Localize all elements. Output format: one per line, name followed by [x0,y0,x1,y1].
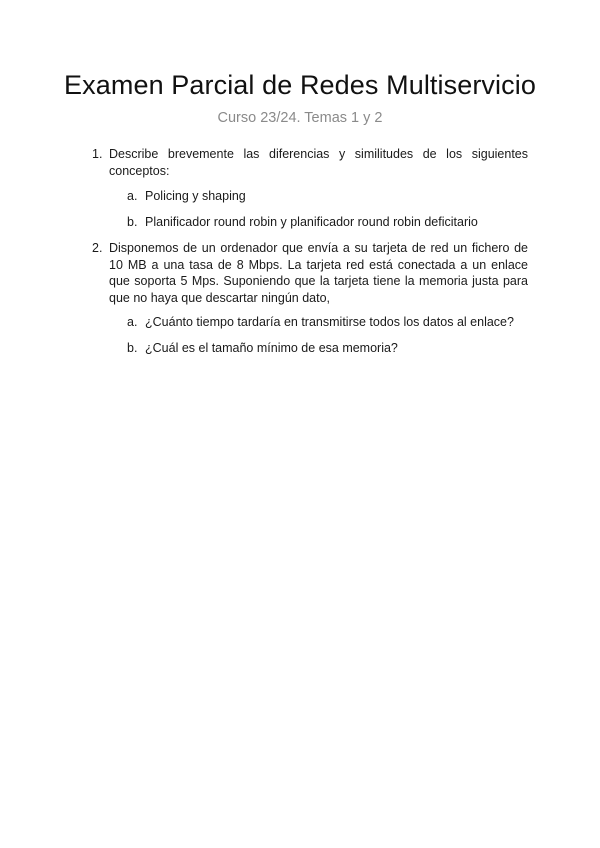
item-text: Policing y shaping [145,189,246,203]
page-subtitle: Curso 23/24. Temas 1 y 2 [217,110,383,126]
question-text: Disponemos de un ordenador que envía a su tarjeta de red un fichero de 10 MB a una tasa de 8 Mbps. La tarjeta red está conectada a un enlace que soporta 5 Mps. Suponiendo que la tarjeta tiene la memoria justa para que no haya que descartar ningún dato, [109,241,528,305]
question-text: Describe brevemente las diferencias y similitudes de los siguientes conceptos: [109,147,528,178]
item-label: b. [127,215,138,229]
item-text: Planificador round robin y planificador round robin deficitario [145,215,478,229]
question-number: 2. [92,241,103,255]
item-text: ¿Cuánto tiempo tardaría en transmitirse todos los datos al enlace? [145,315,514,329]
item-label: b. [127,341,138,355]
item-label: a. [127,315,138,329]
question-number: 1. [92,147,103,161]
item-label: a. [127,189,138,203]
item-text: ¿Cuál es el tamaño mínimo de esa memoria? [145,341,398,355]
page-title: Examen Parcial de Redes Multiservicio [64,70,536,100]
